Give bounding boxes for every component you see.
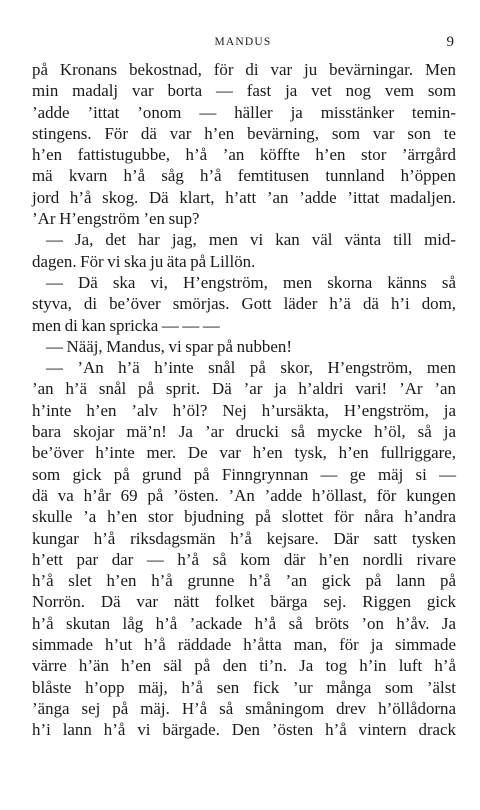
text-line: blåste h’opp mäj, h’å sen fick ’ur många som ’älst [32, 677, 456, 697]
page-header [32, 34, 454, 52]
text-line: — Nääj, Mandus, vi spar på nubben! [46, 336, 292, 356]
text-line: — ’An h’ä h’inte snål på skor, H’engström, men [46, 358, 456, 378]
text-line: jord h’å skog. Dä klart, h’att ’an ’adde ’ittat madaljen. [32, 187, 456, 207]
text-line: ’an h’ä snål på sprit. Dä ’ar ja h’aldri vari! ’Ar ’an [32, 379, 456, 399]
running-head: MANDUS [214, 36, 272, 48]
text-line: h’å slet h’en h’å grunne h’å ’an gick på lann på [32, 571, 456, 591]
text-line: styva, di be’över smörjas. Gott läder h’ä dä h’i dom, [32, 294, 456, 314]
text-line: ’änga sej på mäj. H’å så småningom drev h’öllådorna [32, 698, 456, 718]
text-line: simmade h’ut h’å räddade h’åtta man, för ja simmade [32, 635, 456, 655]
text-line: h’en fattistugubbe, h’å ’an köffte h’en stor ’ärrgård [32, 145, 456, 165]
text-line: mä kvarn h’å såg h’å femtitusen tunnland h’öppen [32, 166, 456, 186]
text-line: h’ett par dar — h’å så kom där h’en nordli rivare [32, 549, 456, 569]
text-line: — Ja, det har jag, men vi kan väl vänta till mid- [46, 230, 456, 250]
text-line: som gick på grund på Finngrynnan — ge mäj si — [32, 464, 456, 484]
text-line: stingens. För dä var h’en bevärning, som var son te [32, 123, 456, 143]
text-line: men di kan spricka — — — [32, 315, 220, 335]
text-line: bara skojar mä’n! Ja ’ar drucki så mycke h’öl, så ja [32, 422, 456, 442]
text-line: ’adde ’ittat ’onom — häller ja misstänker temin- [32, 102, 456, 122]
text-line: be’över h’inte mer. De var h’en tysk, h’en fullriggare, [32, 443, 456, 463]
text-line: h’å skutan låg h’å ’ackade h’å så bröts ’on h’åv. Ja [32, 613, 456, 633]
text-line: h’inte h’en ’alv h’öl? Nej h’ursäkta, H’engström, ja [32, 400, 456, 420]
text-line: dagen. För vi ska ju äta på Lillön. [32, 251, 256, 271]
text-line: skulle ’a h’en stor bjudning på slottet för nåra h’andra [32, 507, 456, 527]
text-line: h’i lann h’å vi bärgade. Den ’östen h’å vintern drack [32, 720, 456, 740]
page-number: 9 [446, 34, 454, 50]
text-line: värre h’än h’en säl på den ti’n. Ja tog h’in luft h’å [32, 656, 456, 676]
body-text [32, 59, 456, 741]
text-line: dä va h’år 69 på ’östen. ’An ’adde h’öllast, för kungen [32, 485, 456, 505]
text-line: på Kronans bekostnad, för di var ju bevärningar. Men [32, 60, 456, 79]
text-line: Norrön. Dä var nätt folket bärga sej. Riggen gick [32, 592, 456, 612]
text-line: kungar h’å riksdagsmän h’å kejsare. Där satt tysken [32, 528, 456, 548]
text-line: ’Ar H’engström ’en sup? [32, 209, 200, 229]
text-line: min madalj var borta — fast ja vet nog vem som [32, 81, 456, 101]
text-line: — Dä ska vi, H’engström, men skorna känns så [46, 272, 456, 292]
